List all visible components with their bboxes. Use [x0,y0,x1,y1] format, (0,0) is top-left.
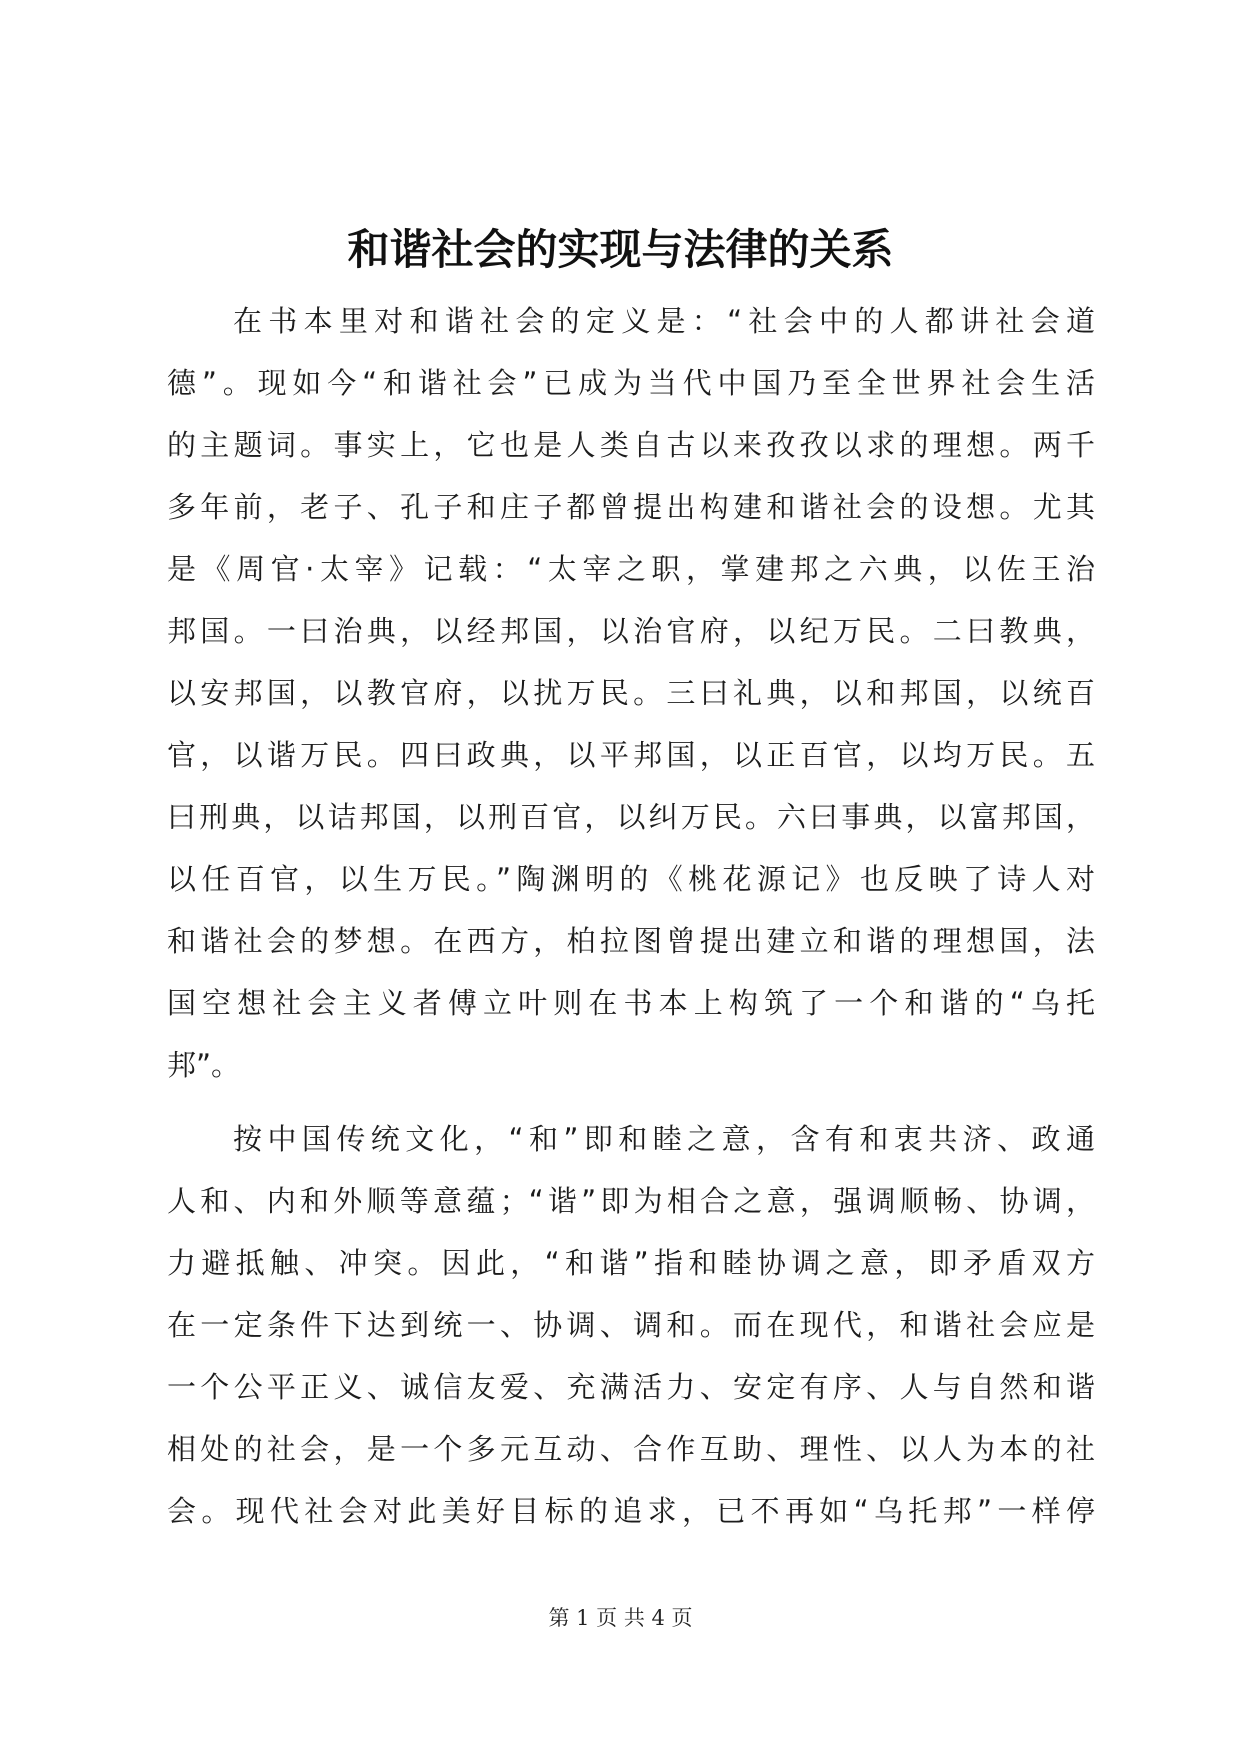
text-line: 德”。现如今“和谐社会”已成为当代中国乃至全世界社会生活 [167,366,1095,400]
text-line: 邦国。一曰治典，以经邦国，以治官府，以纪万民。二曰教典， [167,614,1095,648]
text-line: 邦”。 [167,1048,241,1082]
text-line: 以任百官，以生万民。”陶渊明的《桃花源记》也反映了诗人对 [167,862,1095,896]
document-body [167,290,1095,1542]
text-line: 按中国传统文化，“和”即和睦之意，含有和衷共济、政通 [233,1122,1095,1156]
text-line: 以安邦国，以教官府，以扰万民。三曰礼典，以和邦国，以统百 [167,676,1095,710]
text-line: 和谐社会的梦想。在西方，柏拉图曾提出建立和谐的理想国，法 [167,924,1095,958]
document-title: 和谐社会的实现与法律的关系 [347,225,894,274]
text-line: 人和、内和外顺等意蕴；“谐”即为相合之意，强调顺畅、协调， [167,1184,1095,1218]
text-line: 官，以谐万民。四曰政典，以平邦国，以正百官，以均万民。五 [167,738,1095,772]
paragraph-2 [167,1108,1095,1542]
paragraph-1 [167,290,1095,1096]
text-line: 力避抵触、冲突。因此，“和谐”指和睦协调之意，即矛盾双方 [167,1246,1095,1280]
text-line: 在一定条件下达到统一、协调、调和。而在现代，和谐社会应是 [167,1308,1095,1342]
text-line: 多年前，老子、孔子和庄子都曾提出构建和谐社会的设想。尤其 [167,490,1095,524]
text-line: 在书本里对和谐社会的定义是：“社会中的人都讲社会道 [233,304,1095,338]
paragraph-spacer [167,1096,1095,1108]
text-line: 的主题词。事实上，它也是人类自古以来孜孜以求的理想。两千 [167,428,1095,462]
page-footer: 第 1 页 共 4 页 [548,1606,693,1630]
text-line: 会。现代社会对此美好目标的追求，已不再如“乌托邦”一样停 [167,1494,1095,1528]
text-line: 国空想社会主义者傅立叶则在书本上构筑了一个和谐的“乌托 [167,986,1095,1020]
text-line: 相处的社会，是一个多元互动、合作互助、理性、以人为本的社 [167,1432,1095,1466]
text-line: 一个公平正义、诚信友爱、充满活力、安定有序、人与自然和谐 [167,1370,1095,1404]
text-line: 曰刑典，以诘邦国，以刑百官，以纠万民。六曰事典，以富邦国， [167,800,1095,834]
text-line: 是《周官·太宰》记载：“太宰之职，掌建邦之六典，以佐王治 [167,552,1095,586]
